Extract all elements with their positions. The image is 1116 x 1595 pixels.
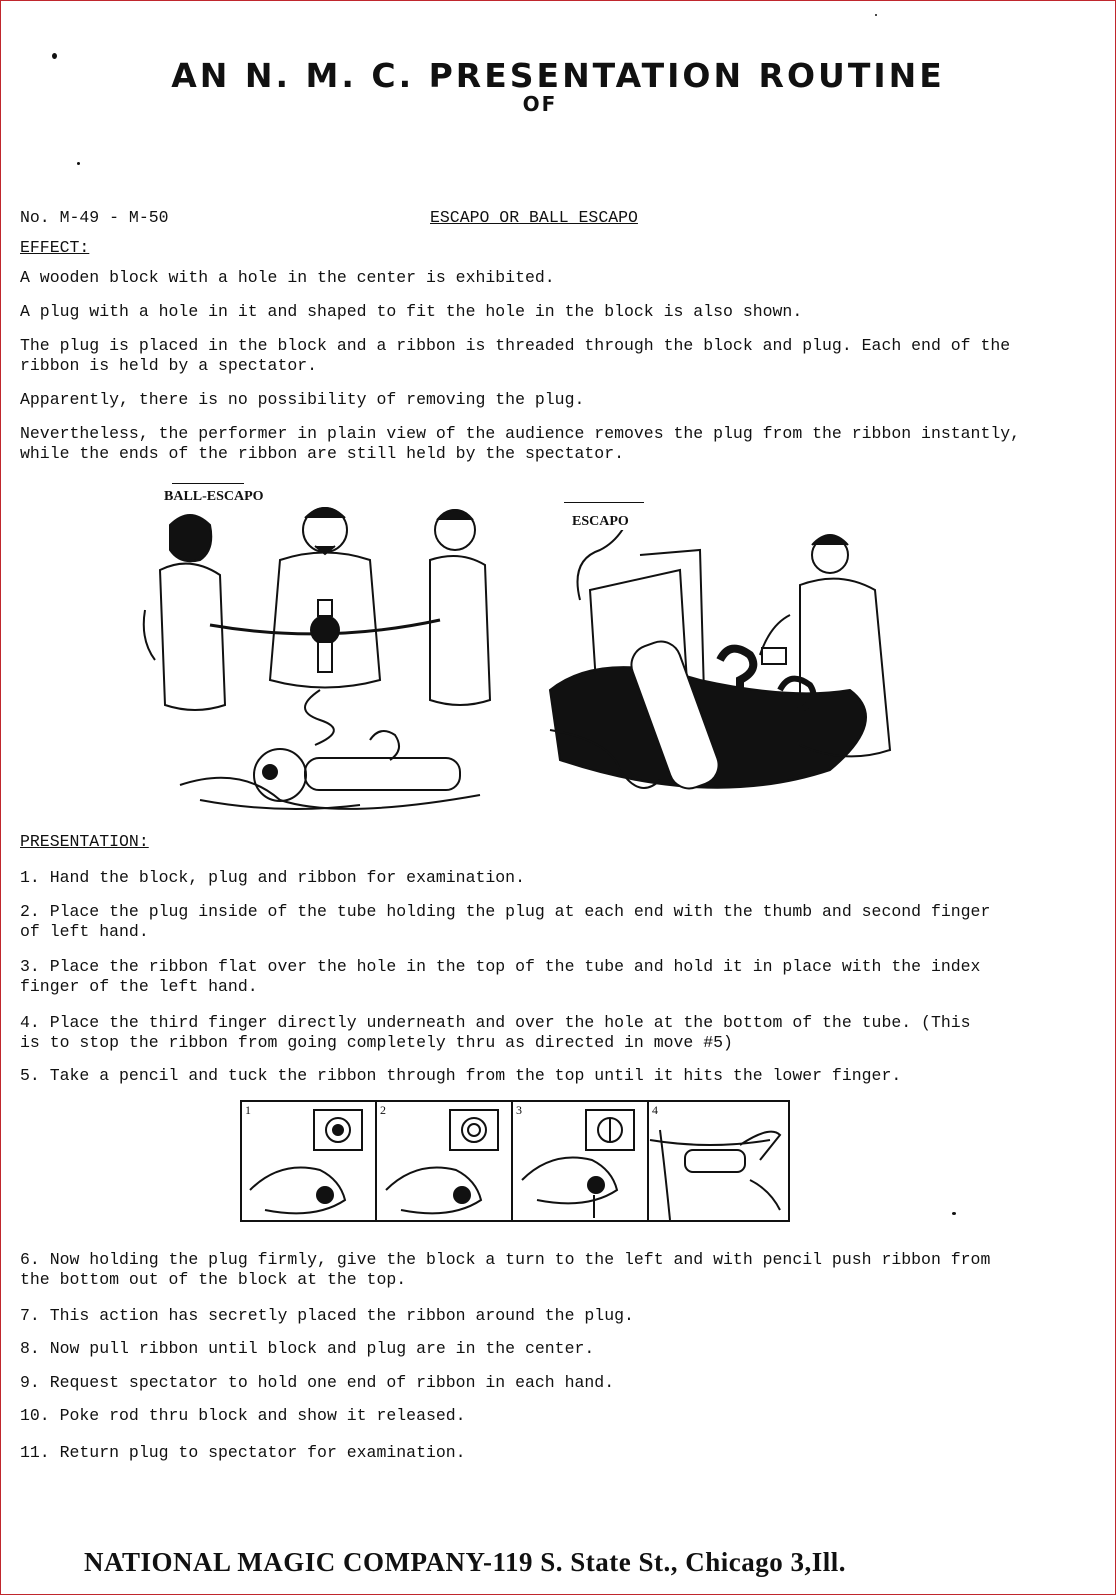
ball-escapo-illustration [140, 500, 510, 845]
page-title: AN N. M. C. PRESENTATION ROUTINE [171, 56, 945, 95]
speck [952, 1212, 956, 1215]
presentation-step: 4. Place the third finger directly underneath and over the hole at the bottom of the tube. (This is to stop the ribbon from going completely thru as directed in move #5) [20, 1013, 971, 1052]
effect-paragraph: A wooden block with a hole in the center is exhibited. [20, 268, 555, 287]
effect-heading: EFFECT: [20, 238, 90, 257]
panel-number: 4 [652, 1103, 658, 1117]
presentation-step: 6. Now holding the plug firmly, give the block a turn to the left and with pencil push ribbon from the bottom out of the block at the top. [20, 1250, 991, 1289]
presentation-step: 8. Now pull ribbon until block and plug are in the center. [20, 1339, 595, 1358]
speck [875, 14, 877, 16]
company-footer: NATIONAL MAGIC COMPANY-119 S. State St., Chicago 3,Ill. [84, 1547, 847, 1577]
panel-number: 2 [380, 1103, 386, 1117]
presentation-step: 7. This action has secretly placed the ribbon around the plug. [20, 1306, 634, 1325]
label-rule [172, 483, 244, 484]
step-illustration-strip [240, 1100, 790, 1222]
ball-escapo-label: BALL-ESCAPO [164, 489, 264, 504]
panel-number: 3 [516, 1103, 522, 1117]
panel-number: 1 [245, 1103, 251, 1117]
presentation-step: 2. Place the plug inside of the tube holding the plug at each end with the thumb and second finger of left hand. [20, 902, 991, 941]
effect-paragraph: Apparently, there is no possibility of removing the plug. [20, 390, 585, 409]
effect-paragraph: The plug is placed in the block and a ribbon is threaded through the block and plug. Each end of the ribbon is held by a spectator. [20, 336, 1011, 375]
presentation-heading: PRESENTATION: [20, 832, 149, 851]
catalog-number: No. M-49 - M-50 [20, 208, 169, 227]
page-subtitle: OF [522, 92, 558, 116]
trick-name: ESCAPO OR BALL ESCAPO [430, 208, 638, 227]
speck [77, 162, 80, 165]
presentation-step: 3. Place the ribbon flat over the hole in the top of the tube and hold it in place with the index finger of the left hand. [20, 957, 981, 996]
presentation-step: 11. Return plug to spectator for examination. [20, 1443, 466, 1462]
presentation-step: 9. Request spectator to hold one end of ribbon in each hand. [20, 1373, 615, 1392]
presentation-step: 10. Poke rod thru block and show it released. [20, 1406, 466, 1425]
effect-paragraph: Nevertheless, the performer in plain view of the audience removes the plug from the ribbon instantly, while the ends of the ribbon are still held by the spectator. [20, 424, 1021, 463]
escapo-illustration [540, 530, 920, 810]
escapo-label: ESCAPO [572, 514, 629, 529]
presentation-step: 5. Take a pencil and tuck the ribbon through from the top until it hits the lower finger. [20, 1066, 902, 1085]
label-rule [564, 502, 644, 503]
presentation-step: 1. Hand the block, plug and ribbon for examination. [20, 868, 525, 887]
effect-paragraph: A plug with a hole in it and shaped to fit the hole in the block is also shown. [20, 302, 803, 321]
